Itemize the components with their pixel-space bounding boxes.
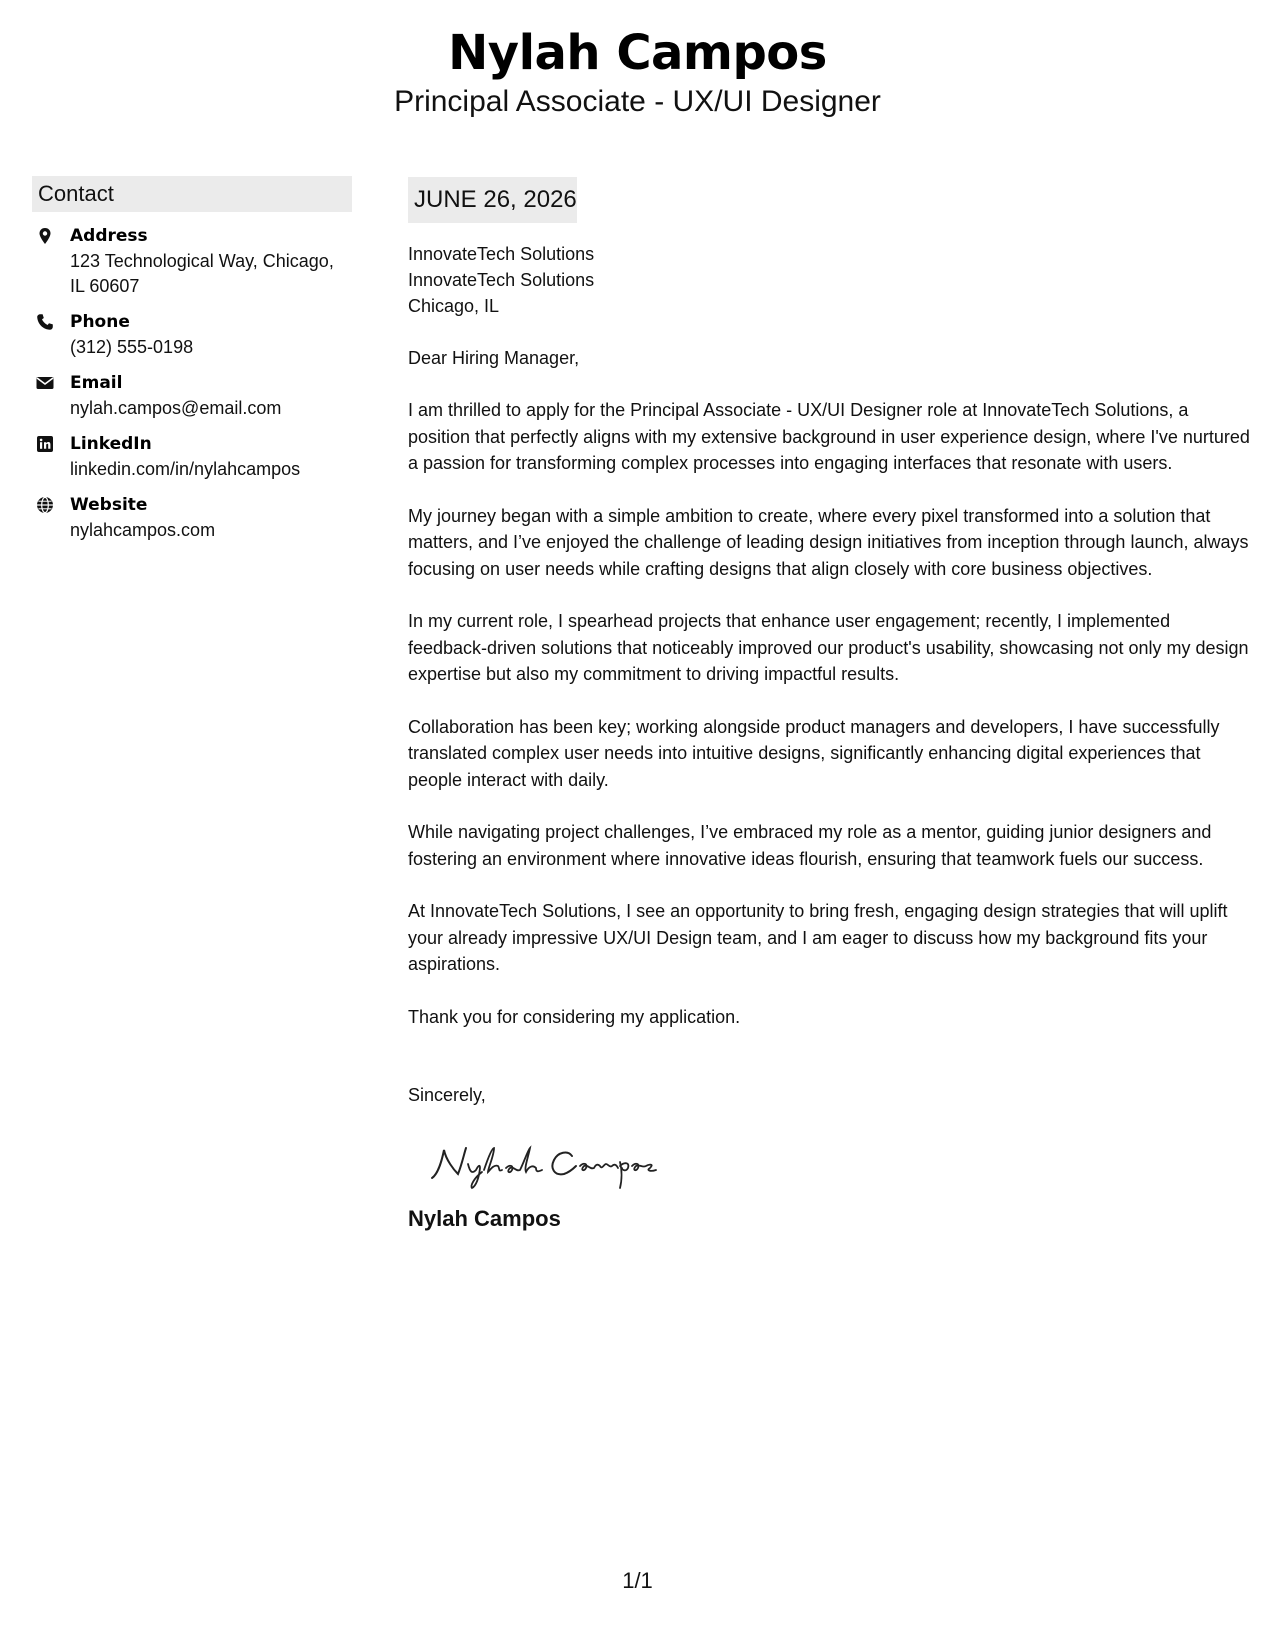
- letter-paragraph: I am thrilled to apply for the Principal Associate - UX/UI Designer role at InnovateTech Solutions, a position that perfectly aligns with my extensive background in user experience design, where I've nurtured a passion for transforming complex processes into engaging interfaces that resonate with users.: [408, 400, 1250, 473]
- contact-label: LinkedIn: [70, 434, 152, 454]
- contact-list: [32, 224, 352, 543]
- letter-paragraph: Collaboration has been key; working alongside product managers and developers, I have successfully translated complex user needs into intuitive designs, significantly enhancing digital experiences that people interact with daily.: [408, 716, 1220, 790]
- linkedin-icon: [36, 435, 54, 453]
- envelope-icon: [36, 374, 54, 392]
- letter-date: JUNE 26, 2026: [408, 177, 577, 223]
- contact-item-email: [32, 371, 352, 421]
- letter-paragraph: In my current role, I spearhead projects that enhance user engagement; recently, I implemented feedback-driven solutions that noticeably improved our product's usability, showcasing not only my design expertise but also my commitment to driving impactful results.: [408, 611, 1249, 684]
- letter-paragraph: While navigating project challenges, I’ve embraced my role as a mentor, guiding junior designers and fostering an environment where innovative ideas flourish, ensuring that teamwork fuels our success.: [408, 822, 1212, 869]
- recipient-line: Chicago, IL: [408, 296, 500, 316]
- letter-paragraph: At InnovateTech Solutions, I see an opportunity to bring fresh, engaging design strategies that will uplift your already impressive UX/UI Design team, and I am eager to discuss how my background fits your aspirations.: [408, 901, 1228, 974]
- contact-sidebar: [32, 176, 352, 554]
- signed-name: Nylah Campos: [408, 1206, 561, 1231]
- recipient-block: [408, 241, 1253, 319]
- contact-section-title: Contact: [32, 176, 352, 212]
- contact-label: Email: [70, 373, 123, 393]
- contact-item-linkedin: [32, 432, 352, 482]
- letter-paragraph: My journey began with a simple ambition to create, where every pixel transformed into a solution that matters, and I’ve enjoyed the challenge of leading design initiatives from inception through launch, always focusing on user needs while crafting designs that align closely with core business objectives.: [408, 505, 1249, 579]
- linkedin-value: linkedin.com/in/nylahcampos: [70, 459, 301, 479]
- letter-header: [0, 22, 1275, 120]
- applicant-name: Nylah Campos: [448, 25, 827, 81]
- website-value: nylahcampos.com: [70, 520, 216, 540]
- letter-paragraph: Thank you for considering my application.: [408, 1006, 741, 1027]
- page-number: 1/1: [622, 1568, 653, 1593]
- map-pin-icon: [36, 227, 54, 245]
- letter-body: [408, 177, 1253, 1234]
- contact-item-website: [32, 493, 352, 543]
- globe-icon: [36, 496, 54, 514]
- contact-item-phone: [32, 310, 352, 360]
- recipient-line: InnovateTech Solutions: [408, 244, 595, 264]
- recipient-line: InnovateTech Solutions: [408, 270, 595, 290]
- contact-label: Website: [70, 495, 148, 515]
- address-value: 123 Technological Way, Chicago, IL 60607: [70, 251, 334, 296]
- contact-label: Phone: [70, 312, 130, 332]
- salutation: Dear Hiring Manager,: [408, 348, 580, 368]
- handwritten-signature: [424, 1134, 684, 1194]
- phone-icon: [36, 313, 54, 331]
- contact-item-address: [32, 224, 352, 299]
- phone-value: (312) 555-0198: [70, 337, 194, 357]
- contact-label: Address: [70, 226, 148, 246]
- closing: Sincerely,: [408, 1085, 486, 1105]
- applicant-title: Principal Associate - UX/UI Designer: [394, 85, 881, 118]
- email-value: nylah.campos@email.com: [70, 398, 282, 418]
